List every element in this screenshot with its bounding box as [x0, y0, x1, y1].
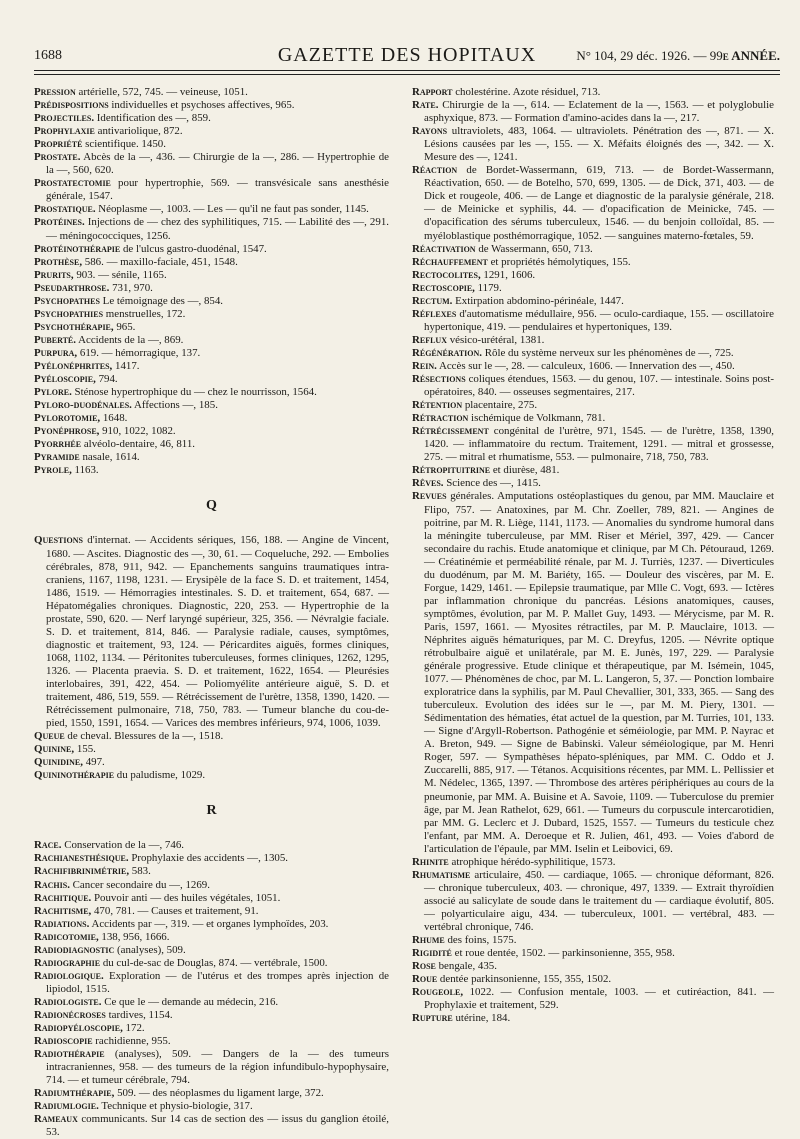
entry-keyword: Pyonéphrose,: [34, 425, 100, 438]
entry-text: individuelles et psychoses affectives, 965.: [108, 99, 295, 112]
index-entry: [34, 1048, 389, 1087]
index-entry: [412, 164, 774, 242]
entry-keyword: Psychothérapie,: [34, 320, 114, 333]
entry-keyword: Radiologique.: [34, 969, 104, 982]
entry-keyword: Radicotomie,: [34, 930, 99, 943]
entry-keyword: Pylore.: [34, 386, 72, 399]
entry-keyword: Pyorrhée: [34, 438, 82, 451]
index-entry: [34, 756, 389, 769]
index-entry: [34, 1035, 389, 1048]
entry-text: du paludisme, 1029.: [114, 769, 206, 782]
index-entry: [34, 112, 389, 125]
entry-keyword: Pyélonéphrites,: [34, 359, 113, 372]
entry-keyword: Prostatique.: [34, 203, 96, 216]
entry-keyword: Radiologiste.: [34, 995, 102, 1008]
entry-keyword: Pyéloscopie,: [34, 373, 96, 386]
entry-text: 903. — sénile, 1165.: [73, 268, 167, 281]
entry-keyword: Rameaux: [34, 1113, 78, 1126]
entry-text: dentée parkinsonienne, 155, 355, 1502.: [437, 973, 612, 986]
entry-keyword: Radiopyéloscopie,: [34, 1022, 123, 1035]
entry-keyword: Psychopathies: [34, 307, 104, 320]
entry-text: menstruelles, 172.: [103, 307, 186, 320]
entry-text: 509. — des néoplasmes du ligament large, 372.: [114, 1087, 324, 1100]
index-entry: [412, 425, 774, 464]
entry-text: générales. Amputations ostéoplastiques du genou, par MM. Mauclaire et Flipo, 757. — Anatoxines, par M. Chr. Zoeller, 789, 821. — Angines de poitrine, par M. R. Liège, 1141, 1173. — Anomalies du syndrome humoral dans la méningite tuberculeuse, par MM. Riser et Mériel, 397, 429. — Cancer secondaire du rachis. Etude anatomique et clinique, par M Ch. Pétouraud, 1269. — Créatinémie et perméabilité rénale, par M. J. Turriès, 1237. — Diverticules du duodénum, par M. M. Bariéty, 165. — Douleur des viscères, par M. E. Forgue, 1429, 1461. — Epilepsie traumatique, par Mlle C. Vogt, 693. — Ictères par inflammation chronique du pancréas. Lésions anatomiques, causes, symptômes, évolution, par M. P. Mallet Guy, 1493. — Mérycisme, par M. R. Paris, 1597, 1661. — Myosites rétractiles, par M. P. Mauclaire, 1013. — Néphrites aiguës hématuriques, par M. C. Dreyfus, 1205. — Névrite optique rétrobulbaire aiguë et unilatérale, par M. E. Junès, 197, 229. — Paralysie générale progressive. Etude clinique et thérapeutique, par M. Isémein, 1045, 1077. — Phénomènes de choc, par M. L. Langeron, 5, 37. — Ponction lombaire exploratrice dans la syphilis, par M. Paul Chevallier, 301, 333, 365. — Sang des tuberculeux. Evolution des idées sur le —, par M. M. Piery, 1301. — Sédimentation des hématies, état actuel de la question, par M. Turries, 101, 133. — Signe d'Argyll-Robertson. Pathogénie et séméiologie, par MM. P. Nayrac et A. Breton, 949. — Signe de Babinski. Valeur séméiologique, par M. Henri Roger, 597. — Sympathèses hépato-spléniques, par MM. C. Oddo et J. Zuccarelli, 885, 917. — Tétanos. Acquisitions récentes, par MM. L. Pellissier et M. Nédelec, 1365, 1397. — Thrombose des artères périphériques au cours de la pneumonie, par MM. A. Buisine et A. Savoie, 1109. — Tuberculose du premier âge, par M. Jean Rathelot, 629, 661. — Tumeurs du corpuscule intercarotidien, par MM. G. Leclerc et J. Dubard, 1525, 1557. — Tumeurs du testicule chez l'enfant, par MM. A. Deroeque et R. Julien, 461, 493. — Voies d'abord de l'articulation de l'épaule, par MM. Iselin et Leibovici, 69.: [424, 490, 774, 855]
entry-keyword: Rhume: [412, 934, 445, 947]
entry-text: Prophylaxie des accidents —, 1305.: [128, 852, 289, 865]
index-entry: [412, 856, 774, 869]
entry-text: Exploration — de l'utérus et des trompes après injection de lipiodol, 1515.: [46, 969, 389, 995]
entry-text: coliques étendues, 1563. — du genou, 107. — intestinale. Soins post-opératoires, 840. — osseuses segmentaires, 217.: [424, 373, 774, 399]
entry-text: Accidents par —, 319. — et organes lymphoïdes, 203.: [89, 917, 329, 930]
entry-keyword: Rétrécissement: [412, 425, 489, 438]
index-entry: [412, 973, 774, 986]
entry-keyword: Rétropituitrine: [412, 464, 491, 477]
entry-keyword: Prédispositions: [34, 99, 109, 112]
entry-keyword: Quinidine,: [34, 756, 83, 769]
entry-text: Ce que le — demande au médecin, 216.: [101, 995, 279, 1008]
entry-keyword: Rectocolites,: [412, 268, 481, 281]
entry-keyword: Rupture: [412, 1012, 453, 1025]
index-entry: [34, 125, 389, 138]
index-entry: [34, 269, 389, 282]
index-entry: [34, 944, 389, 957]
entry-keyword: Protéinothérapie: [34, 242, 121, 255]
index-entry: [412, 243, 774, 256]
index-entry: [34, 996, 389, 1009]
entry-keyword: Pseudarthrose.: [34, 281, 110, 294]
entry-keyword: Quininothérapie: [34, 769, 115, 782]
entry-text: Conservation de la —, 746.: [61, 839, 184, 852]
entry-text: 965.: [113, 320, 136, 333]
entry-keyword: Quinine,: [34, 743, 75, 756]
entry-keyword: Réaction: [412, 164, 458, 177]
index-entry: [34, 970, 389, 996]
entry-text: pour hypertrophie, 569. — transvésicale sans anesthésie générale, 1547.: [46, 177, 389, 203]
entry-keyword: Prophylaxie: [34, 125, 95, 138]
index-entry: [34, 905, 389, 918]
entry-keyword: Rayons: [412, 125, 448, 138]
index-entry: [412, 125, 774, 164]
entry-text: bengale, 435.: [435, 960, 497, 973]
entry-keyword: Radiodiagnostic: [34, 943, 115, 956]
entry-text: placentaire, 275.: [462, 399, 538, 412]
index-entry: [412, 1012, 774, 1025]
index-entry: [34, 852, 389, 865]
entry-text: 172.: [122, 1022, 145, 1035]
entry-text: Le témoignage des —, 854.: [99, 294, 224, 307]
index-entry: [34, 438, 389, 451]
entry-keyword: Reflux: [412, 333, 447, 346]
entry-keyword: Rectum.: [412, 294, 453, 307]
index-entry: [34, 1100, 389, 1113]
entry-keyword: Radiumthérapie,: [34, 1087, 115, 1100]
entry-keyword: Pyloro-duodénales.: [34, 399, 132, 412]
entry-keyword: Rate.: [412, 99, 439, 112]
entry-keyword: Rêves.: [412, 477, 444, 490]
index-entry: [34, 373, 389, 386]
index-entry: [34, 216, 389, 242]
index-entry: [34, 138, 389, 151]
entry-keyword: Rhumatisme: [412, 868, 471, 881]
entry-keyword: Prostate.: [34, 151, 81, 164]
entry-text: alvéolo-dentaire, 46, 811.: [81, 438, 196, 451]
index-entry: [412, 960, 774, 973]
index-entry: [34, 1022, 389, 1035]
entry-keyword: Propriété: [34, 138, 83, 151]
entry-keyword: Rougeole,: [412, 986, 464, 999]
entry-text: ischémique de Volkmann, 781.: [468, 412, 606, 425]
entry-keyword: Rectoscopie,: [412, 281, 475, 294]
entry-text: 470, 781. — Causes et traitement, 91.: [91, 904, 259, 917]
entry-keyword: Rapport: [412, 86, 453, 98]
entry-text: Cancer secondaire du —, 1269.: [69, 878, 210, 891]
issue-info: [576, 48, 780, 64]
entry-text: 138, 956, 1666.: [98, 930, 170, 943]
entry-text: 1163.: [71, 464, 99, 477]
index-entry: [34, 1113, 389, 1139]
entry-text: (analyses), 509. — Dangers de la — des tumeurs intracraniennes, 958. — des tumeurs de la région infundibulo-hypophysaire, 714. — et tumeur cérébrale, 794.: [46, 1048, 389, 1087]
page-header: [34, 44, 780, 71]
index-entry: [412, 412, 774, 425]
entry-text: d'automatisme médullaire, 956. — oculo-cardiaque, 155. — oscillatoire hypertonique, 419. — pendulaires et hypertoniques, 139.: [424, 307, 774, 333]
index-entry: [34, 534, 389, 730]
entry-text: de l'ulcus gastro-duodénal, 1547.: [120, 242, 267, 255]
entry-keyword: Rigidité: [412, 947, 452, 960]
entry-text: artérielle, 572, 745. — veineuse, 1051.: [75, 86, 248, 98]
index-entry: [34, 282, 389, 295]
entry-text: de Bordet-Wassermann, 619, 713. — de Bordet-Wassermann, Réactivation, 650. — de Botelho, 570, 699, 1305. — de Dick, 371, 403. — de Dick et rougeole, 406. — de Lange et diagnostic de la paralysie générale, 218. — de Meinicke et syphilis, 44. — d'opacification de Meinicke, 745. — d'opacification des sérums tuberculeux, 1546. — du benjoin colloïdal, 85. — myéloblastique posthémorragique, 1052. — sanguines materno-fœtales, 59.: [424, 164, 774, 242]
entry-text: Pouvoir anti — des huiles végétales, 1051.: [91, 891, 281, 904]
index-entry: [412, 399, 774, 412]
index-entry: [412, 86, 774, 99]
entry-keyword: Purpura,: [34, 346, 78, 359]
entry-text: Technique et physio-biologie, 317.: [98, 1100, 253, 1113]
entry-text: antivariolique, 872.: [94, 125, 183, 138]
entry-keyword: Projectiles.: [34, 112, 95, 125]
entry-text: 1648.: [100, 412, 128, 425]
left-column: [34, 86, 389, 1139]
entry-text: de cheval. Blessures de la —, 1518.: [64, 730, 224, 743]
entry-text: Chirurgie de la —, 614. — Eclatement de la —, 1563. — et polyglobulie asphyxique, 873. — Formation d'amino-acides dans la —, 217.: [424, 99, 774, 125]
index-entry: [34, 1087, 389, 1100]
index-entry: [34, 451, 389, 464]
entry-text: et propriétés hémolytiques, 155.: [487, 255, 631, 268]
index-entry: [412, 869, 774, 934]
entry-keyword: Prostatectomie: [34, 177, 111, 190]
entry-keyword: Pyrole,: [34, 464, 72, 477]
entry-keyword: Pression: [34, 86, 76, 98]
entry-text: vésico-urétéral, 1381.: [446, 333, 545, 346]
index-entry: [412, 99, 774, 125]
index-entry: [34, 879, 389, 892]
index-entry: [34, 321, 389, 334]
entry-keyword: Réchauffement: [412, 255, 488, 268]
entry-keyword: Rétention: [412, 399, 463, 412]
index-entry: [34, 839, 389, 852]
index-entry: [34, 243, 389, 256]
index-entry: [34, 86, 389, 99]
entry-text: tardives, 1154.: [105, 1009, 173, 1021]
entry-keyword: Rachianesthésique.: [34, 852, 129, 865]
entry-text: Injections de — chez des syphilitiques, 715. — Labilité des —, 291. — méningococciques, 1256.: [46, 216, 389, 242]
index-entry: [34, 769, 389, 782]
entry-text: cholestérine. Azote résiduel, 713.: [452, 86, 601, 98]
entry-text: congénital de l'urètre, 971, 1545. — de l'urètre, 1358, 1390, 1420. — inflammatoire du rectum. Traitement, 1291. — mitral et grossesse, 275. — mitral et rhumatisme, 553. — pulmonaire, 718, 750, 783.: [424, 425, 774, 464]
entry-keyword: Psychopathes: [34, 294, 100, 307]
entry-text: Accidents de la —, 869.: [76, 333, 184, 346]
header-rule: [34, 74, 780, 75]
entry-keyword: Rachis.: [34, 878, 70, 891]
index-entry: [34, 308, 389, 321]
entry-keyword: Résections: [412, 373, 466, 386]
entry-keyword: Réactivation: [412, 242, 476, 255]
entry-keyword: Radioscopie: [34, 1035, 93, 1048]
entry-text: 1022. — Confusion mentale, 1003. — et cutiréaction, 841. — Prophylaxie et traitement, 529.: [424, 986, 774, 1012]
entry-keyword: Pylorotomie,: [34, 412, 101, 425]
index-entry: [412, 490, 774, 855]
entry-keyword: Radiographie: [34, 956, 101, 969]
entry-text: 910, 1022, 1082.: [99, 425, 176, 438]
index-entry: [34, 931, 389, 944]
index-entry: [34, 256, 389, 269]
index-entry: [412, 347, 774, 360]
entry-keyword: Queue: [34, 730, 65, 743]
entry-text: Identification des —, 859.: [94, 112, 211, 125]
entry-text: articulaire, 450. — cardiaque, 1065. — chronique déformant, 826. — chronique tuberculeux, 403. — chronique, 497, 1339. — Extrait thyroïdien associé au salicylate de soude dans le traitement du — cardiaque évolutif, 805. — polyarticulaire aigu, 434. — tuberculeux, 1001. — vertébral, 483. — vertébral chronique, 746.: [424, 868, 774, 933]
index-entry: [412, 360, 774, 373]
index-entry: [34, 957, 389, 970]
index-entry: [34, 347, 389, 360]
entry-keyword: Radiations.: [34, 917, 90, 930]
entry-keyword: Race.: [34, 839, 62, 852]
index-entry: [412, 477, 774, 490]
entry-keyword: Revues: [412, 490, 447, 503]
entry-text: communicants. Sur 14 cas de section des — issus du ganglion étoilé, 53.: [46, 1113, 389, 1139]
entry-text: Affections —, 185.: [131, 399, 218, 412]
page-number: 1688: [34, 48, 62, 63]
entry-text: 1291, 1606.: [480, 268, 536, 281]
entry-text: nasale, 1614.: [79, 451, 140, 464]
entry-keyword: Rachitique.: [34, 891, 92, 904]
index-entry: [34, 151, 389, 177]
entry-text: 731, 970.: [109, 281, 153, 294]
section-letter: Q: [206, 498, 217, 514]
index-entry: [412, 295, 774, 308]
entry-text: Sténose hypertrophique du — chez le nourrisson, 1564.: [71, 386, 317, 399]
index-entry: [412, 256, 774, 269]
entry-keyword: Roue: [412, 973, 438, 986]
entry-text: et roue dentée, 1502. — parkinsonienne, 355, 958.: [451, 947, 675, 960]
entry-keyword: Rétraction: [412, 412, 469, 425]
entry-text: Rôle du système nerveux sur les phénomènes de —, 725.: [482, 346, 734, 359]
index-entry: [34, 865, 389, 878]
index-entry: [34, 743, 389, 756]
index-entry: [34, 203, 389, 216]
entry-keyword: Rachifibrinimétrie,: [34, 865, 130, 878]
entry-keyword: Rachitisme,: [34, 904, 92, 917]
entry-text: Néoplasme —, 1003. — Les — qu'il ne faut pas sonder, 1145.: [95, 203, 369, 216]
index-entry: [34, 360, 389, 373]
entry-text: 583.: [129, 865, 151, 878]
entry-keyword: Puberté.: [34, 333, 76, 346]
entry-text: 1417.: [112, 359, 140, 372]
entry-text: 155.: [74, 743, 96, 756]
index-entry: [412, 269, 774, 282]
entry-text: (analyses), 509.: [114, 943, 186, 956]
index-entry: [34, 295, 389, 308]
entry-text: utérine, 184.: [452, 1012, 511, 1025]
entry-text: de Wassermann, 650, 713.: [475, 242, 593, 255]
index-entry: [34, 177, 389, 203]
index-entry: [412, 947, 774, 960]
index-entry: [412, 373, 774, 399]
entry-keyword: Prothèse,: [34, 255, 83, 268]
index-entry: [34, 464, 389, 477]
entry-text: atrophique hérédo-syphilitique, 1573.: [448, 855, 616, 868]
entry-text: Extirpation abdomino-périnéale, 1447.: [452, 294, 624, 307]
entry-text: 619. — hémorragique, 137.: [77, 346, 201, 359]
entry-keyword: Rose: [412, 960, 436, 973]
entry-text: Abcès de la —, 436. — Chirurgie de la —, 286. — Hypertrophie de la —, 560, 620.: [46, 151, 389, 177]
entry-text: d'internat. — Accidents sériques, 156, 188. — Angine de Vincent, 1680. — Ascites. Diagnostic des —, 30, 61. — Coqueluche, 292. — Embolies cérébrales, 878, 911, 942. — Epanchements sanguins traumatiques intra-craniens, 1167, 1198, 1231. — Erysipèle de la face S. D. et traitement, 1454, 1486, 1519. — Hémorragies intestinales. S. D. et traitement, 654, 687. — Hépatomégalies chroniques. Diagnostic, 220, 253. — Hypertrophie de la prostate, 590, 620. — Nerf laryngé supérieur, 325, 356. — Névralgie faciale. S. D. et traitement, 814, 846. — Paralysie radiale, causes, symptômes, diagnostic et traitement, 93, 124. — Péricardites aiguës, formes cliniques, 1068, 1102, 1134. — Péritonites tuberculeuses, formes cliniques, 1262, 1295, 1326. — Placenta praevia. S. D. et traitement, 1622, 1654. — Pleurésies interlobaires, 391, 422, 454. — Poliomyélite antérieure aiguë, S. D. et traitement, 486, 519, 559. — Rétrécissement de l'urètre, 1358, 1390, 1420. — Rétrécissement pulmonaire, 718, 750, 783. — Tumeur blanche du cou-de-pied, 1550, 1591, 1654. — Varices des membres inférieurs, 974, 1006, 1039.: [46, 534, 389, 730]
entry-keyword: Radiothérapie: [34, 1048, 105, 1061]
entry-text: ultraviolets, 483, 1064. — ultraviolets. Pénétration des —, 871. — X. Lésions causées par les —, 155. — X. Méfaits éloignés des —, 342. — X. Mesure des —, 1241.: [424, 125, 774, 164]
entry-text: 586. — maxillo-faciale, 451, 1548.: [82, 255, 238, 268]
entry-keyword: Prurits,: [34, 268, 74, 281]
entry-text: 794.: [95, 373, 118, 386]
index-entry: [412, 986, 774, 1012]
running-title: GAZETTE DES HOPITAUX: [277, 44, 537, 66]
index-entry: [34, 386, 389, 399]
entry-text: du cul-de-sac de Douglas, 874. — vertébrale, 1500.: [100, 956, 328, 969]
entry-text: et diurèse, 481.: [490, 464, 560, 477]
entry-text: 1179.: [474, 281, 502, 294]
index-entry: [412, 464, 774, 477]
index-entry: [412, 308, 774, 334]
index-entry: [34, 1009, 389, 1022]
index-entry: [34, 399, 389, 412]
right-column: [412, 86, 774, 1025]
index-entry: [34, 918, 389, 931]
entry-keyword: Régénération.: [412, 346, 483, 359]
index-entry: [34, 412, 389, 425]
section-letter: R: [206, 803, 217, 819]
issue-date: N° 104, 29 déc. 1926. — 99: [576, 48, 723, 63]
index-entry: [34, 334, 389, 347]
entry-text: scientifique. 1450.: [82, 138, 166, 151]
index-entry: [34, 99, 389, 112]
index-entry: [34, 425, 389, 438]
index-entry: [34, 892, 389, 905]
entry-keyword: Radionécroses: [34, 1009, 106, 1021]
entry-keyword: Questions: [34, 534, 83, 547]
entry-text: des foins, 1575.: [444, 934, 517, 947]
index-entry: [412, 334, 774, 347]
index-entry: [412, 282, 774, 295]
issue-year: e ANNÉE.: [722, 48, 780, 63]
index-entry: [34, 730, 389, 743]
entry-keyword: Pyramide: [34, 451, 80, 464]
entry-text: Accès sur le —, 28. — calculeux, 1606. — Innervation des —, 450.: [436, 359, 735, 372]
entry-keyword: Rein.: [412, 359, 437, 372]
entry-keyword: Radiumlogie.: [34, 1100, 99, 1113]
entry-keyword: Protéines.: [34, 216, 85, 229]
entry-keyword: Réflexes: [412, 307, 457, 320]
index-entry: [412, 934, 774, 947]
entry-keyword: Rhinite: [412, 855, 449, 868]
entry-text: Science des —, 1415.: [443, 477, 541, 490]
entry-text: rachidienne, 955.: [92, 1035, 171, 1048]
entry-text: 497.: [82, 756, 105, 769]
